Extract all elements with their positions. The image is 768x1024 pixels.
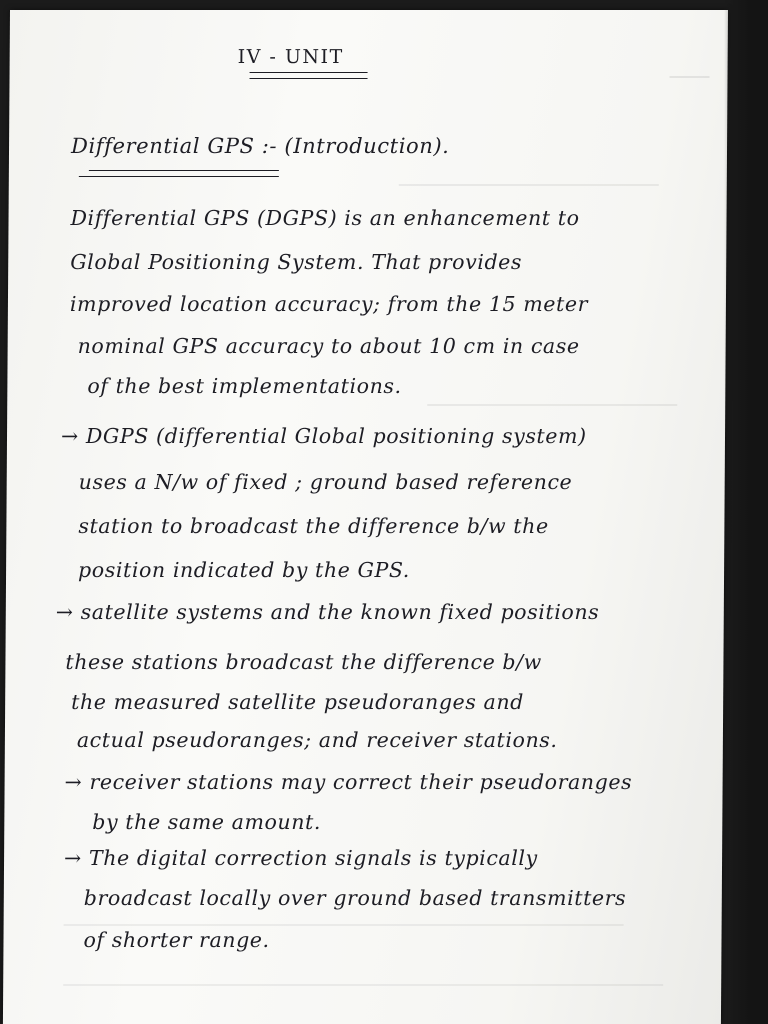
bleed-through-mark <box>63 970 663 986</box>
heading-underline <box>89 170 279 171</box>
section-heading: Differential GPS :- (Introduction). <box>70 134 450 158</box>
bleed-through-mark <box>670 62 710 78</box>
note-line: → receiver stations may correct their pseudoranges <box>64 770 633 794</box>
note-line: → satellite systems and the known fixed positions <box>55 600 600 624</box>
note-line: actual pseudoranges; and receiver stations. <box>76 728 558 752</box>
note-line: nominal GPS accuracy to about 10 cm in case <box>77 334 580 358</box>
heading-underline <box>79 176 279 177</box>
note-line: these stations broadcast the difference b/w <box>65 650 542 674</box>
note-line: by the same amount. <box>92 810 322 834</box>
title-underline <box>250 72 368 73</box>
note-line: improved location accuracy; from the 15 meter <box>69 292 589 316</box>
page-title: IV - UNIT <box>237 46 344 68</box>
notebook-page <box>3 10 728 1024</box>
note-line: station to broadcast the difference b/w the <box>78 514 549 538</box>
bleed-through-mark <box>427 390 677 406</box>
note-line: Differential GPS (DGPS) is an enhancement to <box>70 206 580 230</box>
bleed-through-mark <box>399 170 659 186</box>
note-line: of shorter range. <box>83 928 270 952</box>
page-edge-shadow <box>724 0 768 1024</box>
title-underline <box>250 78 368 79</box>
note-line: uses a N/w of fixed ; ground based reference <box>78 470 573 494</box>
note-line: the measured satellite pseudoranges and <box>71 690 525 714</box>
note-line: → The digital correction signals is typically <box>63 846 538 870</box>
bleed-through-mark <box>64 910 624 926</box>
note-line: broadcast locally over ground based transmitters <box>83 886 627 910</box>
note-line: position indicated by the GPS. <box>78 558 411 582</box>
note-line: of the best implementations. <box>87 374 402 398</box>
note-line: → DGPS (differential Global positioning system) <box>60 424 587 448</box>
note-line: Global Positioning System. That provides <box>70 250 523 274</box>
